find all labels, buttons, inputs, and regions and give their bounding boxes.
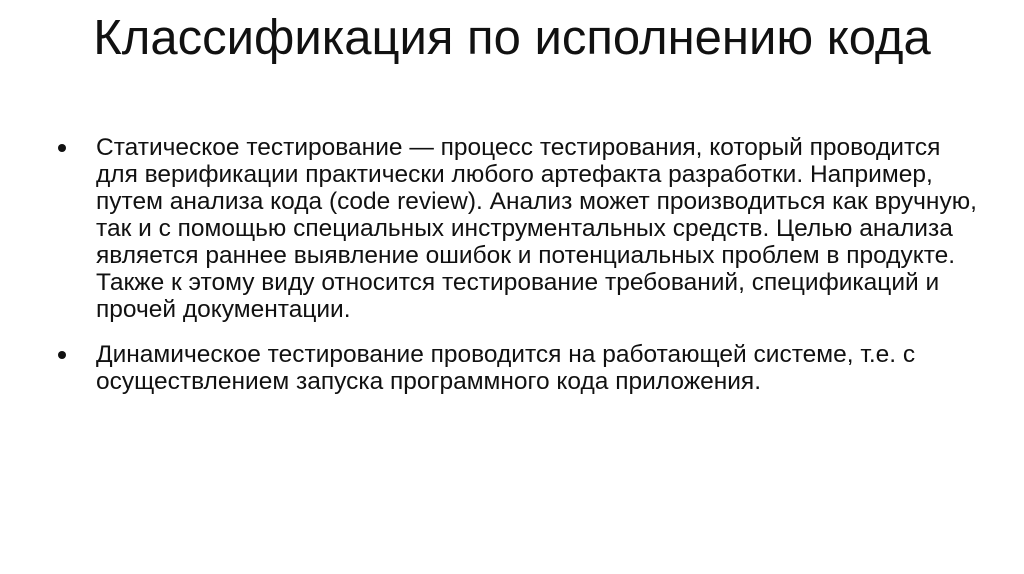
bullet-icon (58, 351, 66, 359)
bullet-text: Динамическое тестирование проводится на работающей системе, т.е. с осуществлением запуска программного кода приложения. (96, 341, 916, 395)
slide-title: Классификация по исполнению кода (93, 11, 931, 65)
bullet-item-static-testing (58, 134, 988, 323)
bullet-text: Статическое тестирование — процесс тестирования, который проводится для верификации практически любого артефакта разработки. Например, путем анализа кода (code review). Анализ может производиться как вручную, так и с помощью специальных инструментальных средств. Целью анализа является раннее выявление ошибок и потенциальных проблем в продукте. Также к этому виду относится тестирование требований, спецификаций и прочей документации. (96, 134, 977, 323)
bullet-item-dynamic-testing (58, 341, 988, 395)
bullet-list (58, 134, 988, 413)
bullet-icon (58, 144, 66, 152)
